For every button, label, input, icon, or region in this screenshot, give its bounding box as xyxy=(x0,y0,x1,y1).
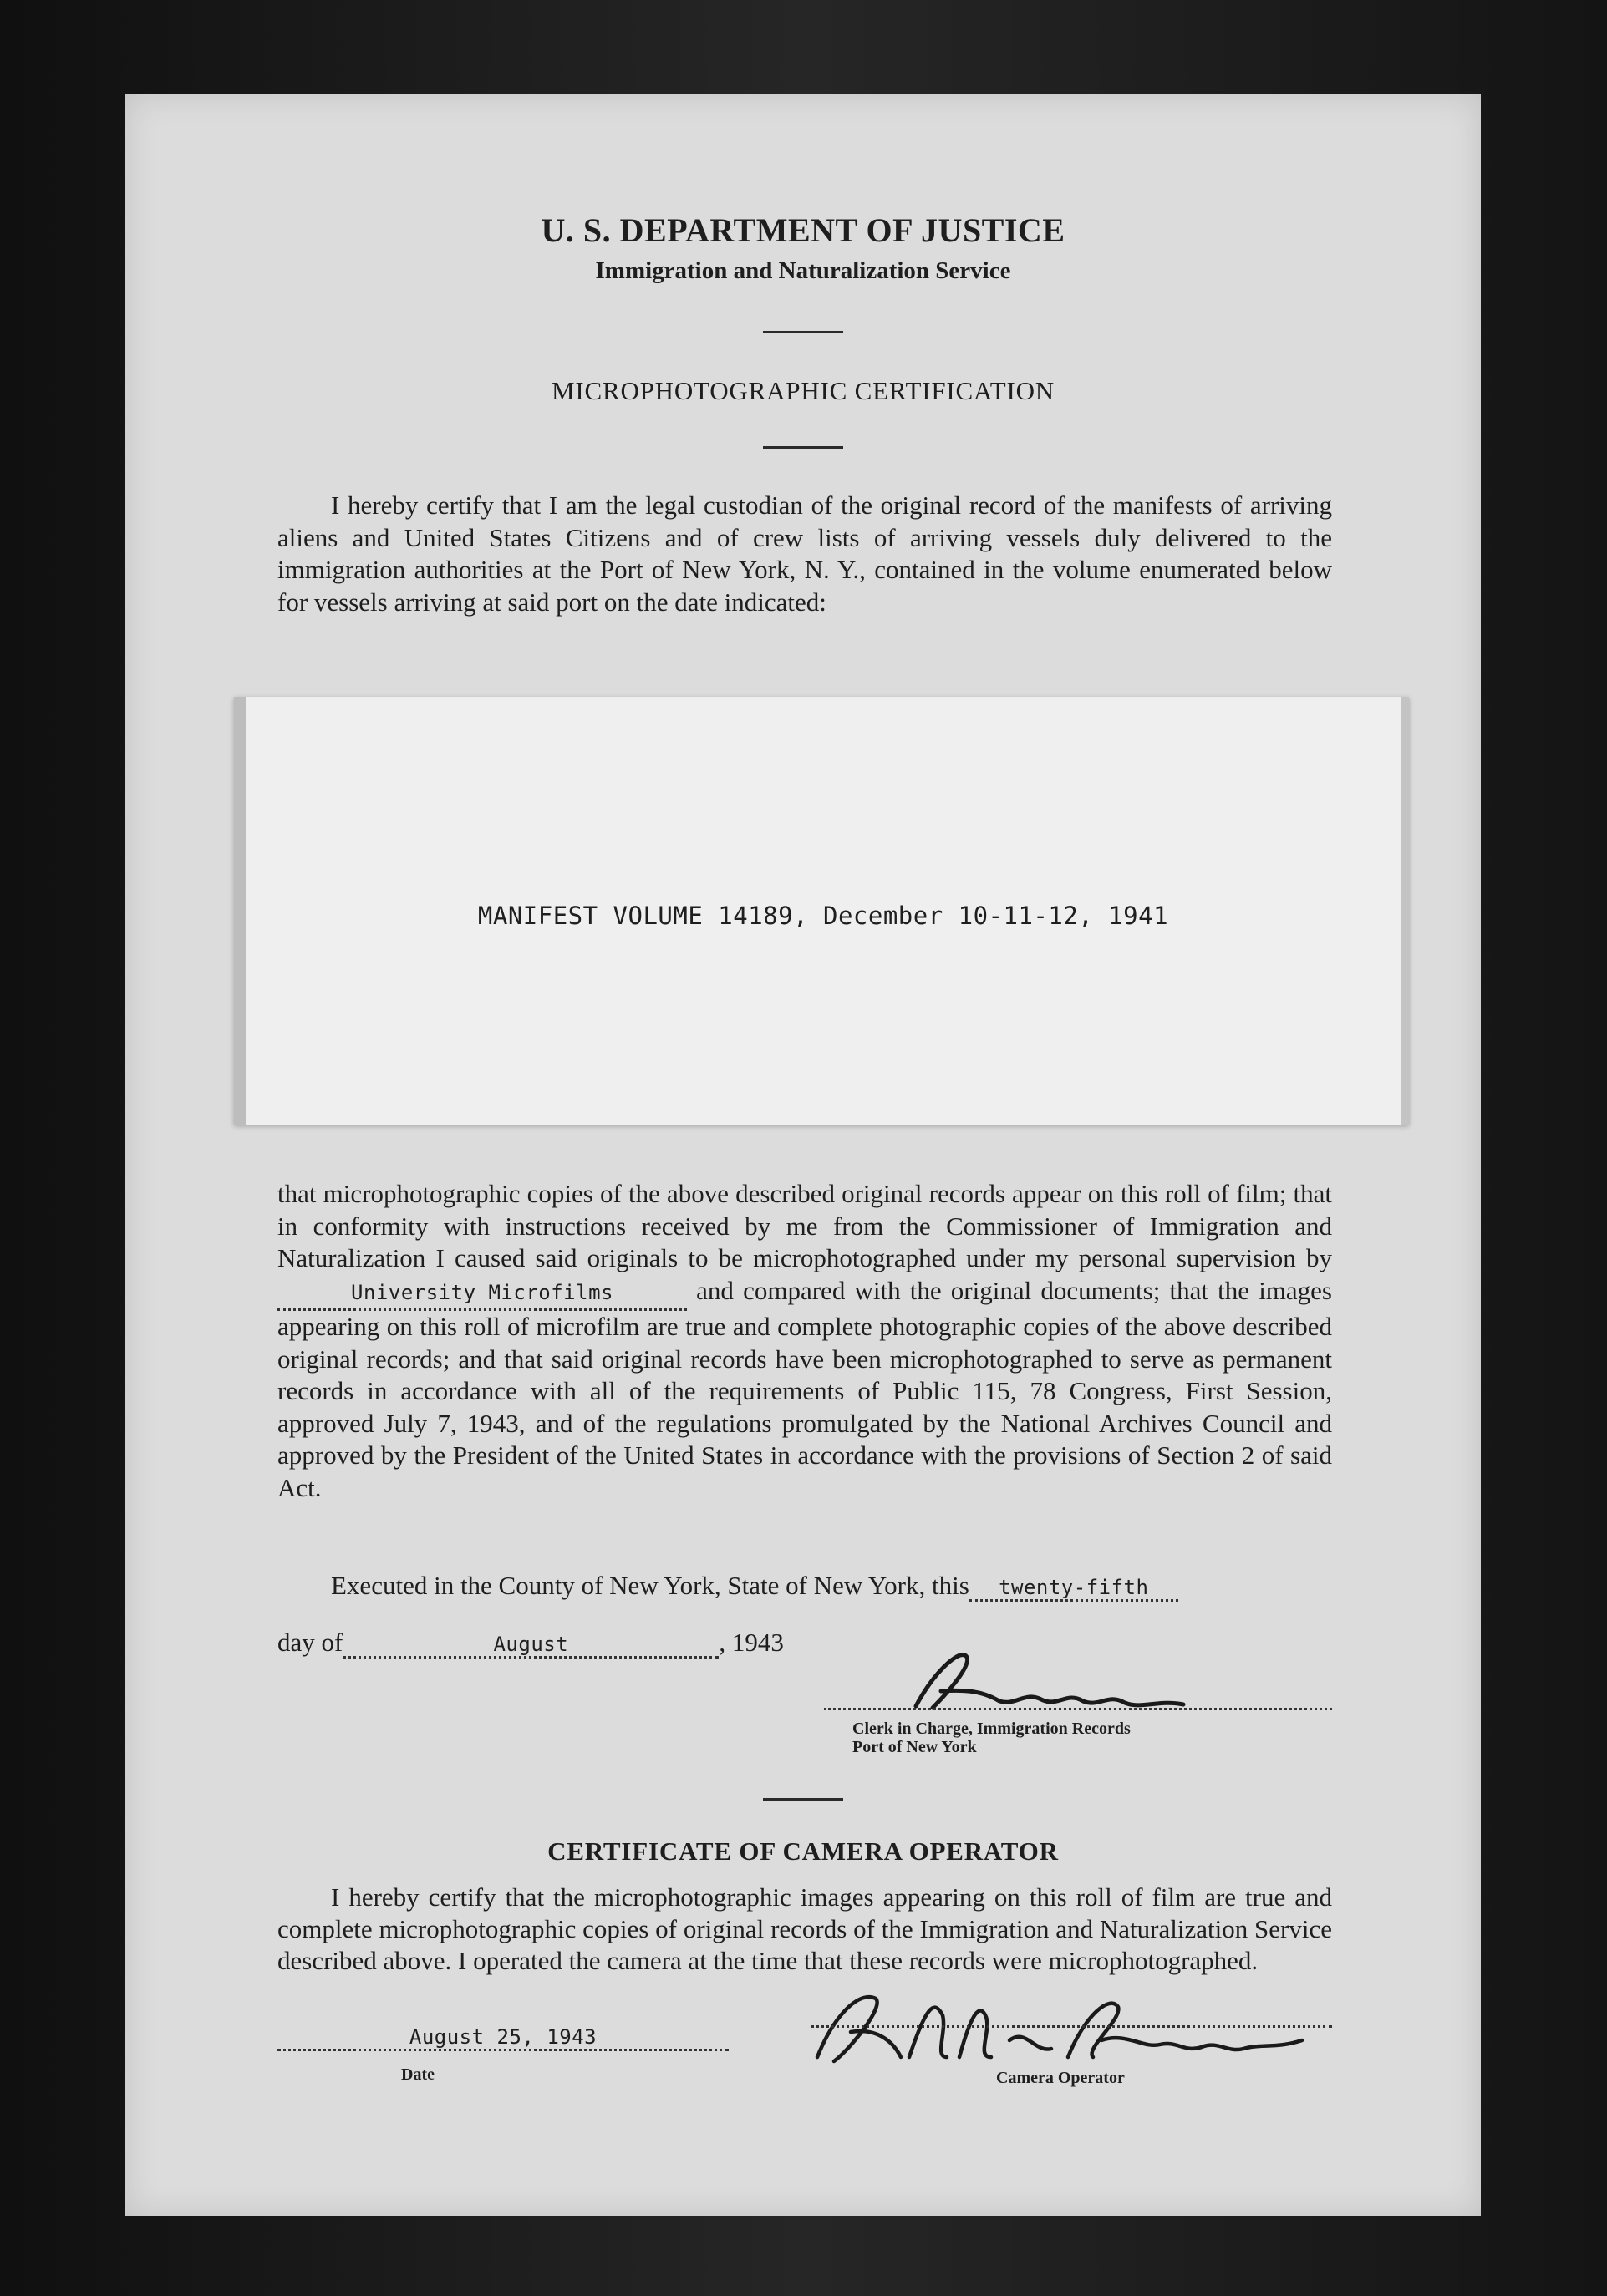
day-of-label: day of xyxy=(277,1628,343,1657)
clerk-signature-line xyxy=(824,1708,1332,1710)
divider xyxy=(763,1798,843,1801)
divider xyxy=(763,446,843,449)
execution-day-field: twenty-fifth xyxy=(969,1576,1178,1602)
clerk-title-line2: Port of New York xyxy=(852,1738,977,1756)
service-subheading: Immigration and Naturalization Service xyxy=(595,257,1011,284)
body-text-part2: and compared with the original documents; that the images appearing on this roll of microfilm are true and complete photographic copies of the above described original records; and that said original records have been microphotographed to serve as permanent records in accordance with all of the requirements of Public 115, 78 Congress, First Session, approved July 7, 1943, and of the regulations promulgated by the National Archives Council and approved by the President of the United States in accordance with the provisions of Section 2 of said Act. xyxy=(277,1275,1332,1502)
execution-month-field: August xyxy=(343,1633,719,1659)
divider xyxy=(763,331,843,333)
camera-date-field: August 25, 1943 xyxy=(277,2025,729,2051)
clerk-title-line1: Clerk in Charge, Immigration Records xyxy=(852,1719,1131,1738)
body-paragraph xyxy=(277,1178,1332,1504)
camera-operator-label: Camera Operator xyxy=(996,2069,1125,2087)
body-text-part1: that microphotographic copies of the above described original records appear on this roll of film; that in conformity with instructions received by me from the Commissioner of Immigration and Naturalization I caused said originals to be microphotographed under my personal supervision by xyxy=(277,1179,1332,1272)
supervisor-field: University Microfilms xyxy=(277,1277,687,1312)
operator-signature xyxy=(801,1982,1319,2074)
clerk-signature xyxy=(908,1641,1192,1716)
execution-year: , 1943 xyxy=(719,1628,784,1657)
certification-title: MICROPHOTOGRAPHIC CERTIFICATION xyxy=(552,376,1055,405)
camera-paragraph: I hereby certify that the microphotographic images appearing on this roll of film are true and complete microphotographic copies of original records of the Immigration and Naturalization Service described above. I operated the camera at the time that these records were microphotographed. xyxy=(277,1882,1332,1975)
certificate-page xyxy=(125,94,1481,2216)
date-label: Date xyxy=(401,2065,435,2084)
execution-prefix: Executed in the County of New York, State of New York, this xyxy=(331,1571,969,1600)
date-line xyxy=(277,1628,784,1659)
manifest-card xyxy=(234,697,1409,1125)
execution-line xyxy=(331,1571,1178,1602)
operator-signature-line xyxy=(811,2025,1332,2028)
clerk-title xyxy=(852,1719,1131,1756)
intro-paragraph: I hereby certify that I am the legal custodian of the original record of the manifests of arriving aliens and United States Citizens and of crew lists of arriving vessels duly delivered to the immigration authorities at the Port of New York, N. Y., contained in the volume enumerated below for vessels arriving at said port on the date indicated: xyxy=(277,490,1332,617)
manifest-volume-text: MANIFEST VOLUME 14189, December 10-11-12, 1941 xyxy=(477,902,1169,930)
camera-certificate-title: CERTIFICATE OF CAMERA OPERATOR xyxy=(547,1836,1059,1866)
department-heading: U. S. DEPARTMENT OF JUSTICE xyxy=(541,211,1065,249)
